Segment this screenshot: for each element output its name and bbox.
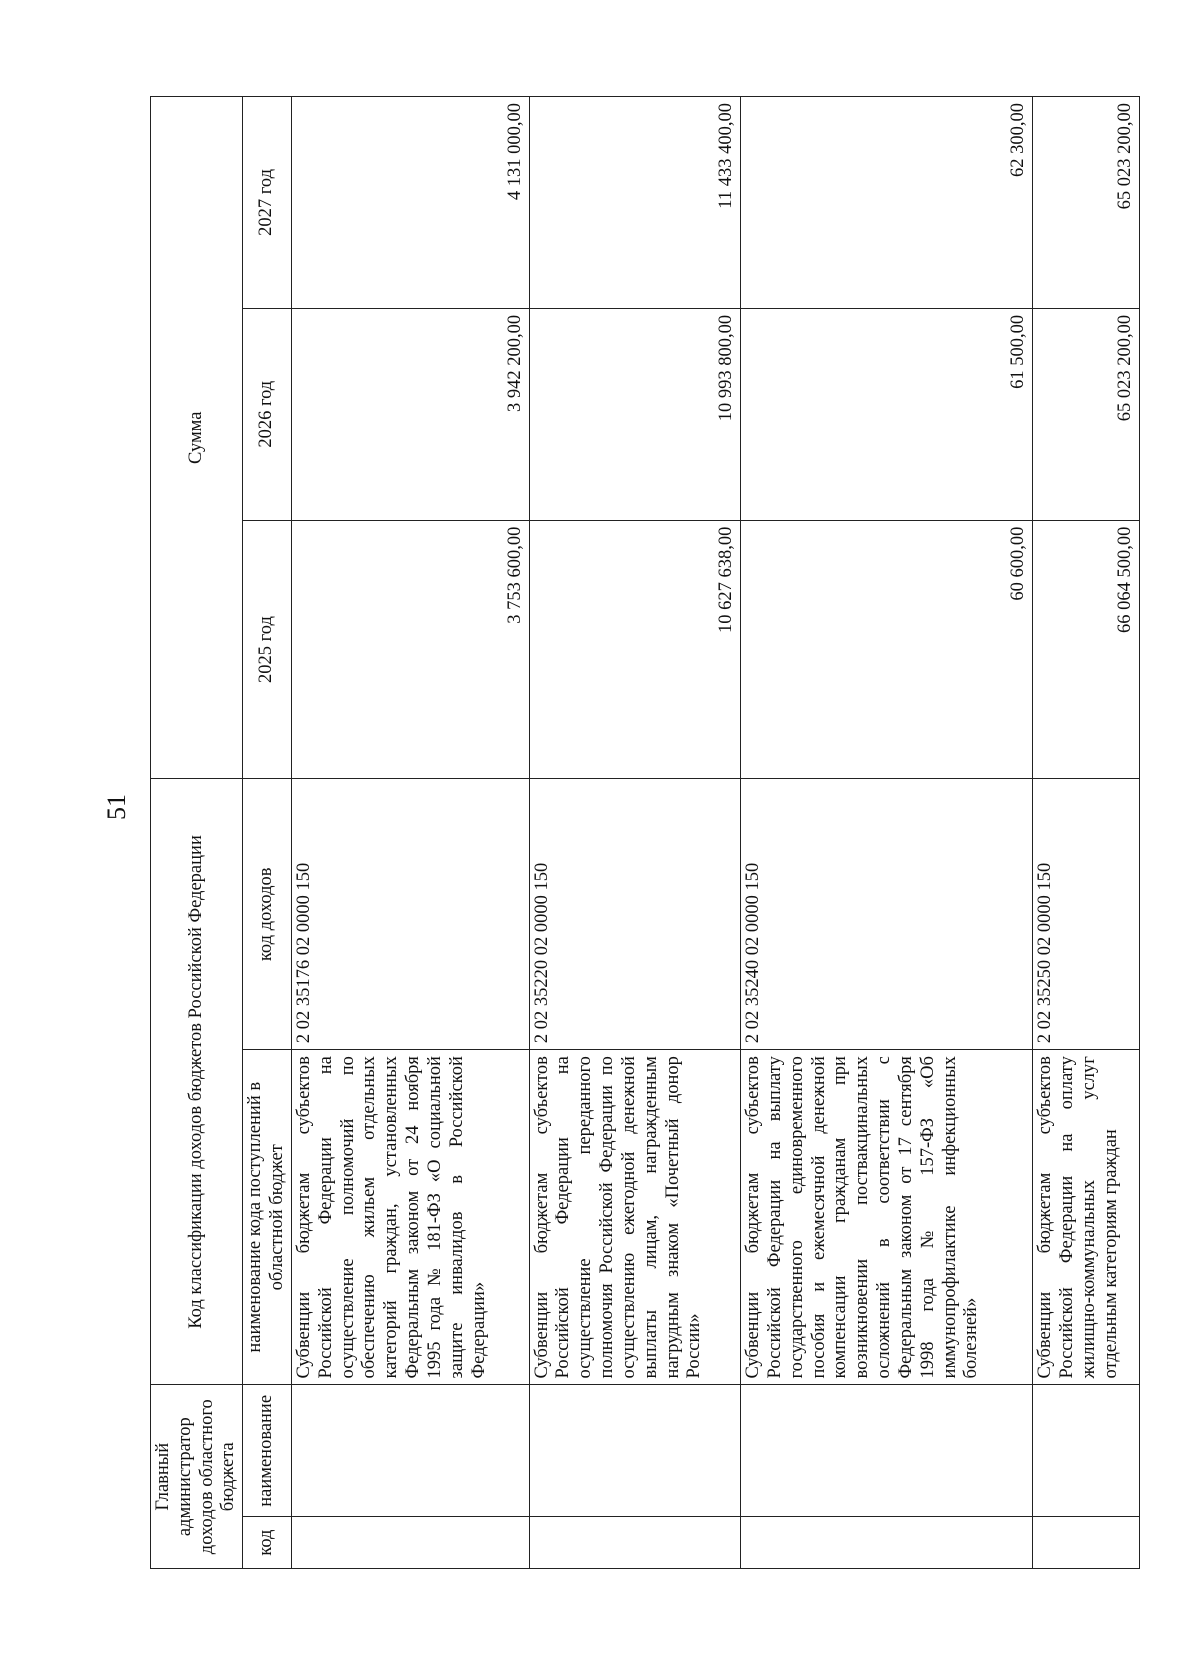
admin-name-cell <box>741 1385 1033 1517</box>
amount-2027-cell: 62 300,00 <box>741 97 1033 309</box>
admin-name-cell <box>1033 1385 1140 1517</box>
table-row <box>741 97 1033 1569</box>
header-admin-group: Главный администратор доходов областного бюджета <box>151 1385 243 1569</box>
table-row <box>1033 97 1140 1569</box>
table-row <box>291 97 529 1569</box>
income-code-cell: 2 02 35220 02 0000 150 <box>529 779 741 1050</box>
amount-2027-cell: 4 131 000,00 <box>291 97 529 309</box>
budget-income-table <box>150 96 1140 1569</box>
admin-code-cell <box>1033 1517 1140 1569</box>
header-admin-code: код <box>243 1517 292 1569</box>
income-code-cell: 2 02 35240 02 0000 150 <box>741 779 1033 1050</box>
admin-code-cell <box>291 1517 529 1569</box>
header-class-name: наименование кода поступлений в областной бюджет <box>243 1050 292 1385</box>
header-year-2025: 2025 год <box>243 520 292 779</box>
admin-code-cell <box>529 1517 741 1569</box>
amount-2027-cell: 11 433 400,00 <box>529 97 741 309</box>
amount-2026-cell: 65 023 200,00 <box>1033 308 1140 520</box>
header-class-code: код доходов <box>243 779 292 1050</box>
admin-name-cell <box>291 1385 529 1517</box>
amount-2026-cell: 3 942 200,00 <box>291 308 529 520</box>
amount-2025-cell: 3 753 600,00 <box>291 520 529 779</box>
admin-name-cell <box>529 1385 741 1517</box>
income-code-cell: 2 02 35250 02 0000 150 <box>1033 779 1140 1050</box>
rotated-table-wrapper <box>150 96 1140 1569</box>
amount-2025-cell: 66 064 500,00 <box>1033 520 1140 779</box>
income-name-cell: Субвенции бюджетам субъектов Российской Федерации на оплату жилищно-коммунальных услуг отдельным категориям граждан <box>1033 1050 1140 1385</box>
header-year-2027: 2027 год <box>243 97 292 309</box>
header-admin-name: наименование <box>243 1385 292 1517</box>
page-number: 51 <box>102 794 131 820</box>
income-name-cell: Субвенции бюджетам субъектов Российской Федерации на осуществление полномочий по обеспечению жильем отдельных категорий граждан, установленных Федеральным законом от 24 ноября 1995 года № 181-ФЗ «О социальной защите инвалидов в Российской Федерации» <box>291 1050 529 1385</box>
amount-2025-cell: 10 627 638,00 <box>529 520 741 779</box>
amount-2026-cell: 61 500,00 <box>741 308 1033 520</box>
income-code-cell: 2 02 35176 02 0000 150 <box>291 779 529 1050</box>
header-classification-group: Код классификации доходов бюджетов Российской Федерации <box>151 779 243 1385</box>
income-name-cell: Субвенции бюджетам субъектов Российской Федерации на осуществление переданного полномочия Российской Федерации по осуществлению ежегодной денежной выплаты лицам, награжденным нагрудным знаком «Почетный донор России» <box>529 1050 741 1385</box>
header-sum-group: Сумма <box>151 97 243 779</box>
amount-2026-cell: 10 993 800,00 <box>529 308 741 520</box>
amount-2025-cell: 60 600,00 <box>741 520 1033 779</box>
amount-2027-cell: 65 023 200,00 <box>1033 97 1140 309</box>
table-row <box>529 97 741 1569</box>
header-year-2026: 2026 год <box>243 308 292 520</box>
income-name-cell: Субвенции бюджетам субъектов Российской Федерации на выплату государственного единовременного пособия и ежемесячной денежной компенсации гражданам при возникновении поствакцинальных осложнений в соответствии с Федеральным законом от 17 сентября 1998 года № 157-ФЗ «Об иммунопрофилактике инфекционных болезней» <box>741 1050 1033 1385</box>
admin-code-cell <box>741 1517 1033 1569</box>
